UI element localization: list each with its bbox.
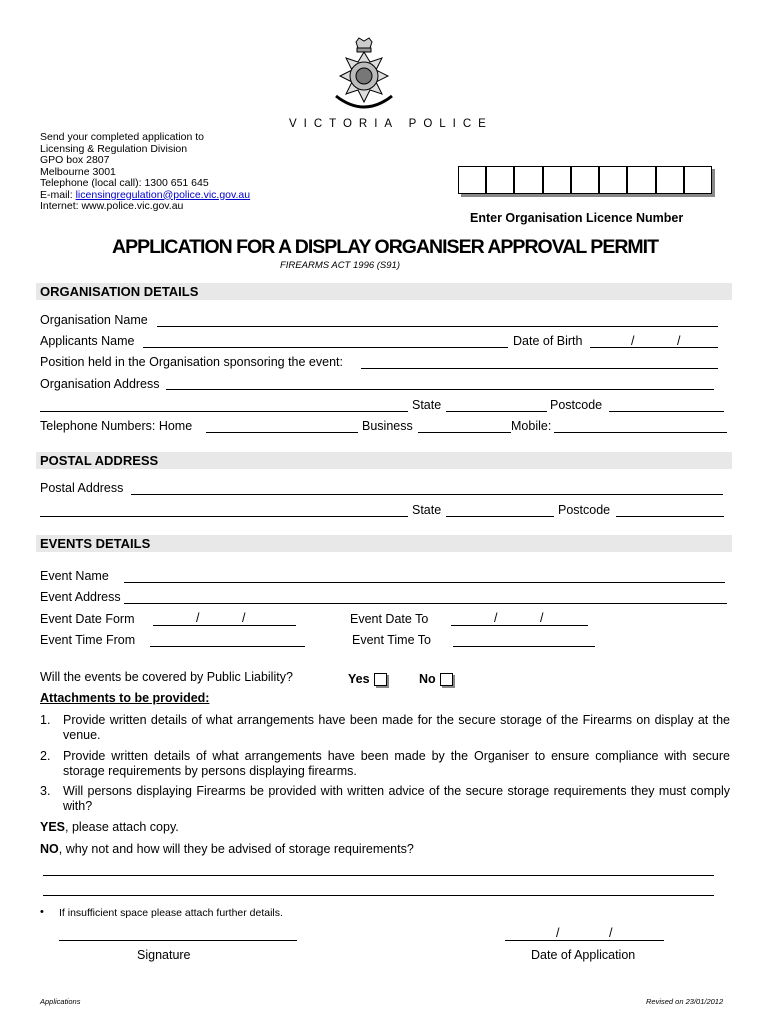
- event-date-from-field[interactable]: [153, 625, 296, 626]
- postal-address-label: Postal Address: [40, 481, 124, 495]
- no-label: No: [419, 672, 436, 686]
- organisation-name-field[interactable]: [157, 326, 718, 327]
- email-link[interactable]: licensingregulation@police.vic.gov.au: [75, 188, 251, 201]
- event-time-to-field[interactable]: [453, 646, 595, 647]
- postcode-field[interactable]: [609, 411, 724, 412]
- organisation-address-field-2[interactable]: [40, 411, 408, 412]
- footer-left: Applications: [40, 997, 81, 1006]
- bullet-icon: •: [40, 906, 44, 918]
- public-liability-question: Will the events be covered by Public Liability?: [40, 670, 293, 684]
- address-line: Send your completed application to: [40, 131, 205, 143]
- attachment-item-3: 3. Will persons displaying Firearms be provided with written advice of the secure storage requirements they must comply with?: [40, 784, 730, 813]
- if-yes-instruction: YES, please attach copy.: [40, 820, 179, 834]
- business-phone-field[interactable]: [418, 432, 511, 433]
- date-of-application-field[interactable]: [505, 940, 664, 941]
- licence-digit-box[interactable]: [515, 167, 543, 193]
- email-line: E-mail: licensingregulation@police.vic.gov.au: [40, 188, 251, 201]
- licence-digit-box[interactable]: [600, 167, 628, 193]
- explanation-line-2[interactable]: [43, 895, 714, 896]
- explanation-line-1[interactable]: [43, 875, 714, 876]
- postal-postcode-field[interactable]: [616, 516, 724, 517]
- position-field[interactable]: [361, 368, 718, 369]
- attachment-item-2: 2. Provide written details of what arrangements have been made by the Organiser to ensure compliance with secure storage requirements by persons displaying firearms.: [40, 749, 730, 778]
- section-organisation-details: ORGANISATION DETAILS: [36, 283, 732, 300]
- state-label: State: [412, 398, 442, 412]
- if-no-instruction: NO, why not and how will they be advised of storage requirements?: [40, 842, 414, 856]
- date-separator: /: [556, 926, 560, 940]
- address-line: Melbourne 3001: [40, 165, 116, 178]
- date-separator: /: [494, 611, 498, 625]
- date-of-birth-label: Date of Birth: [513, 334, 583, 348]
- form-subtitle: FIREARMS ACT 1996 (S91): [279, 260, 401, 271]
- insufficient-space-note: If insufficient space please attach further details.: [59, 907, 283, 919]
- address-line: Telephone (local call): 1300 651 645: [40, 177, 209, 189]
- liability-no-option[interactable]: [419, 672, 453, 686]
- licence-digit-box[interactable]: [487, 167, 515, 193]
- event-date-from-label: Event Date Form: [40, 612, 135, 626]
- attachments-heading: Attachments to be provided:: [40, 691, 210, 705]
- telephone-home-label: Telephone Numbers: Home: [40, 419, 193, 433]
- signature-label: Signature: [137, 948, 191, 962]
- applicants-name-field[interactable]: [143, 347, 508, 348]
- postal-state-label: State: [412, 503, 442, 517]
- address-line: Licensing & Regulation Division: [40, 142, 188, 155]
- event-date-to-label: Event Date To: [350, 612, 429, 626]
- date-separator: /: [609, 926, 613, 940]
- date-separator: /: [242, 611, 246, 625]
- attachment-item-1: 1. Provide written details of what arrangements have been made for the secure storage of the Firearms on display at the venue.: [40, 713, 730, 742]
- date-of-application-label: Date of Application: [531, 948, 636, 962]
- mobile-field[interactable]: [554, 432, 727, 433]
- section-events-details: EVENTS DETAILS: [36, 535, 732, 552]
- event-name-label: Event Name: [40, 569, 109, 583]
- signature-field[interactable]: [59, 940, 297, 941]
- state-field[interactable]: [446, 411, 547, 412]
- position-label: Position held in the Organisation sponsoring the event:: [40, 355, 343, 369]
- dob-separator: /: [631, 334, 635, 348]
- footer-revision: Revised on 23/01/2012: [646, 997, 724, 1006]
- yes-checkbox[interactable]: [374, 673, 387, 686]
- liability-yes-option[interactable]: [348, 672, 387, 686]
- date-of-birth-field[interactable]: [590, 347, 718, 348]
- licence-digit-box[interactable]: [544, 167, 572, 193]
- victoria-police-crest-logo: [326, 36, 402, 116]
- organisation-address-label: Organisation Address: [40, 377, 160, 391]
- postal-postcode-label: Postcode: [558, 503, 611, 517]
- section-postal-address: POSTAL ADDRESS: [36, 452, 732, 469]
- postal-address-field[interactable]: [131, 494, 723, 495]
- postal-state-field[interactable]: [446, 516, 554, 517]
- dob-separator: /: [677, 334, 681, 348]
- postcode-label: Postcode: [550, 398, 603, 412]
- licence-digit-box[interactable]: [657, 167, 685, 193]
- event-time-from-field[interactable]: [150, 646, 305, 647]
- organisation-name-label: Organisation Name: [40, 313, 148, 327]
- date-separator: /: [540, 611, 544, 625]
- licence-number-boxes[interactable]: [458, 166, 712, 194]
- organisation-address-field[interactable]: [166, 389, 714, 390]
- applicants-name-label: Applicants Name: [40, 334, 135, 348]
- send-address-block: [40, 132, 250, 213]
- mobile-label: Mobile:: [511, 419, 552, 433]
- date-separator: /: [196, 611, 200, 625]
- postal-address-field-2[interactable]: [40, 516, 408, 517]
- yes-label: Yes: [348, 672, 370, 686]
- licence-digit-box[interactable]: [459, 167, 487, 193]
- form-title: APPLICATION FOR A DISPLAY ORGANISER APPROVAL PERMIT: [112, 236, 658, 258]
- event-time-to-label: Event Time To: [352, 633, 431, 647]
- licence-digit-box[interactable]: [628, 167, 656, 193]
- event-date-to-field[interactable]: [451, 625, 588, 626]
- event-address-field[interactable]: [124, 603, 727, 604]
- event-name-field[interactable]: [124, 582, 725, 583]
- event-address-label: Event Address: [40, 590, 121, 604]
- internet-line: Internet: www.police.vic.gov.au: [40, 200, 184, 212]
- business-phone-label: Business: [362, 419, 413, 433]
- telephone-home-field[interactable]: [206, 432, 358, 433]
- address-line: GPO box 2807: [40, 154, 110, 166]
- event-time-from-label: Event Time From: [40, 633, 136, 647]
- no-checkbox[interactable]: [440, 673, 453, 686]
- licence-digit-box[interactable]: [685, 167, 711, 193]
- agency-name: VICTORIA POLICE: [289, 118, 493, 130]
- licence-digit-box[interactable]: [572, 167, 600, 193]
- licence-number-label: Enter Organisation Licence Number: [470, 211, 684, 225]
